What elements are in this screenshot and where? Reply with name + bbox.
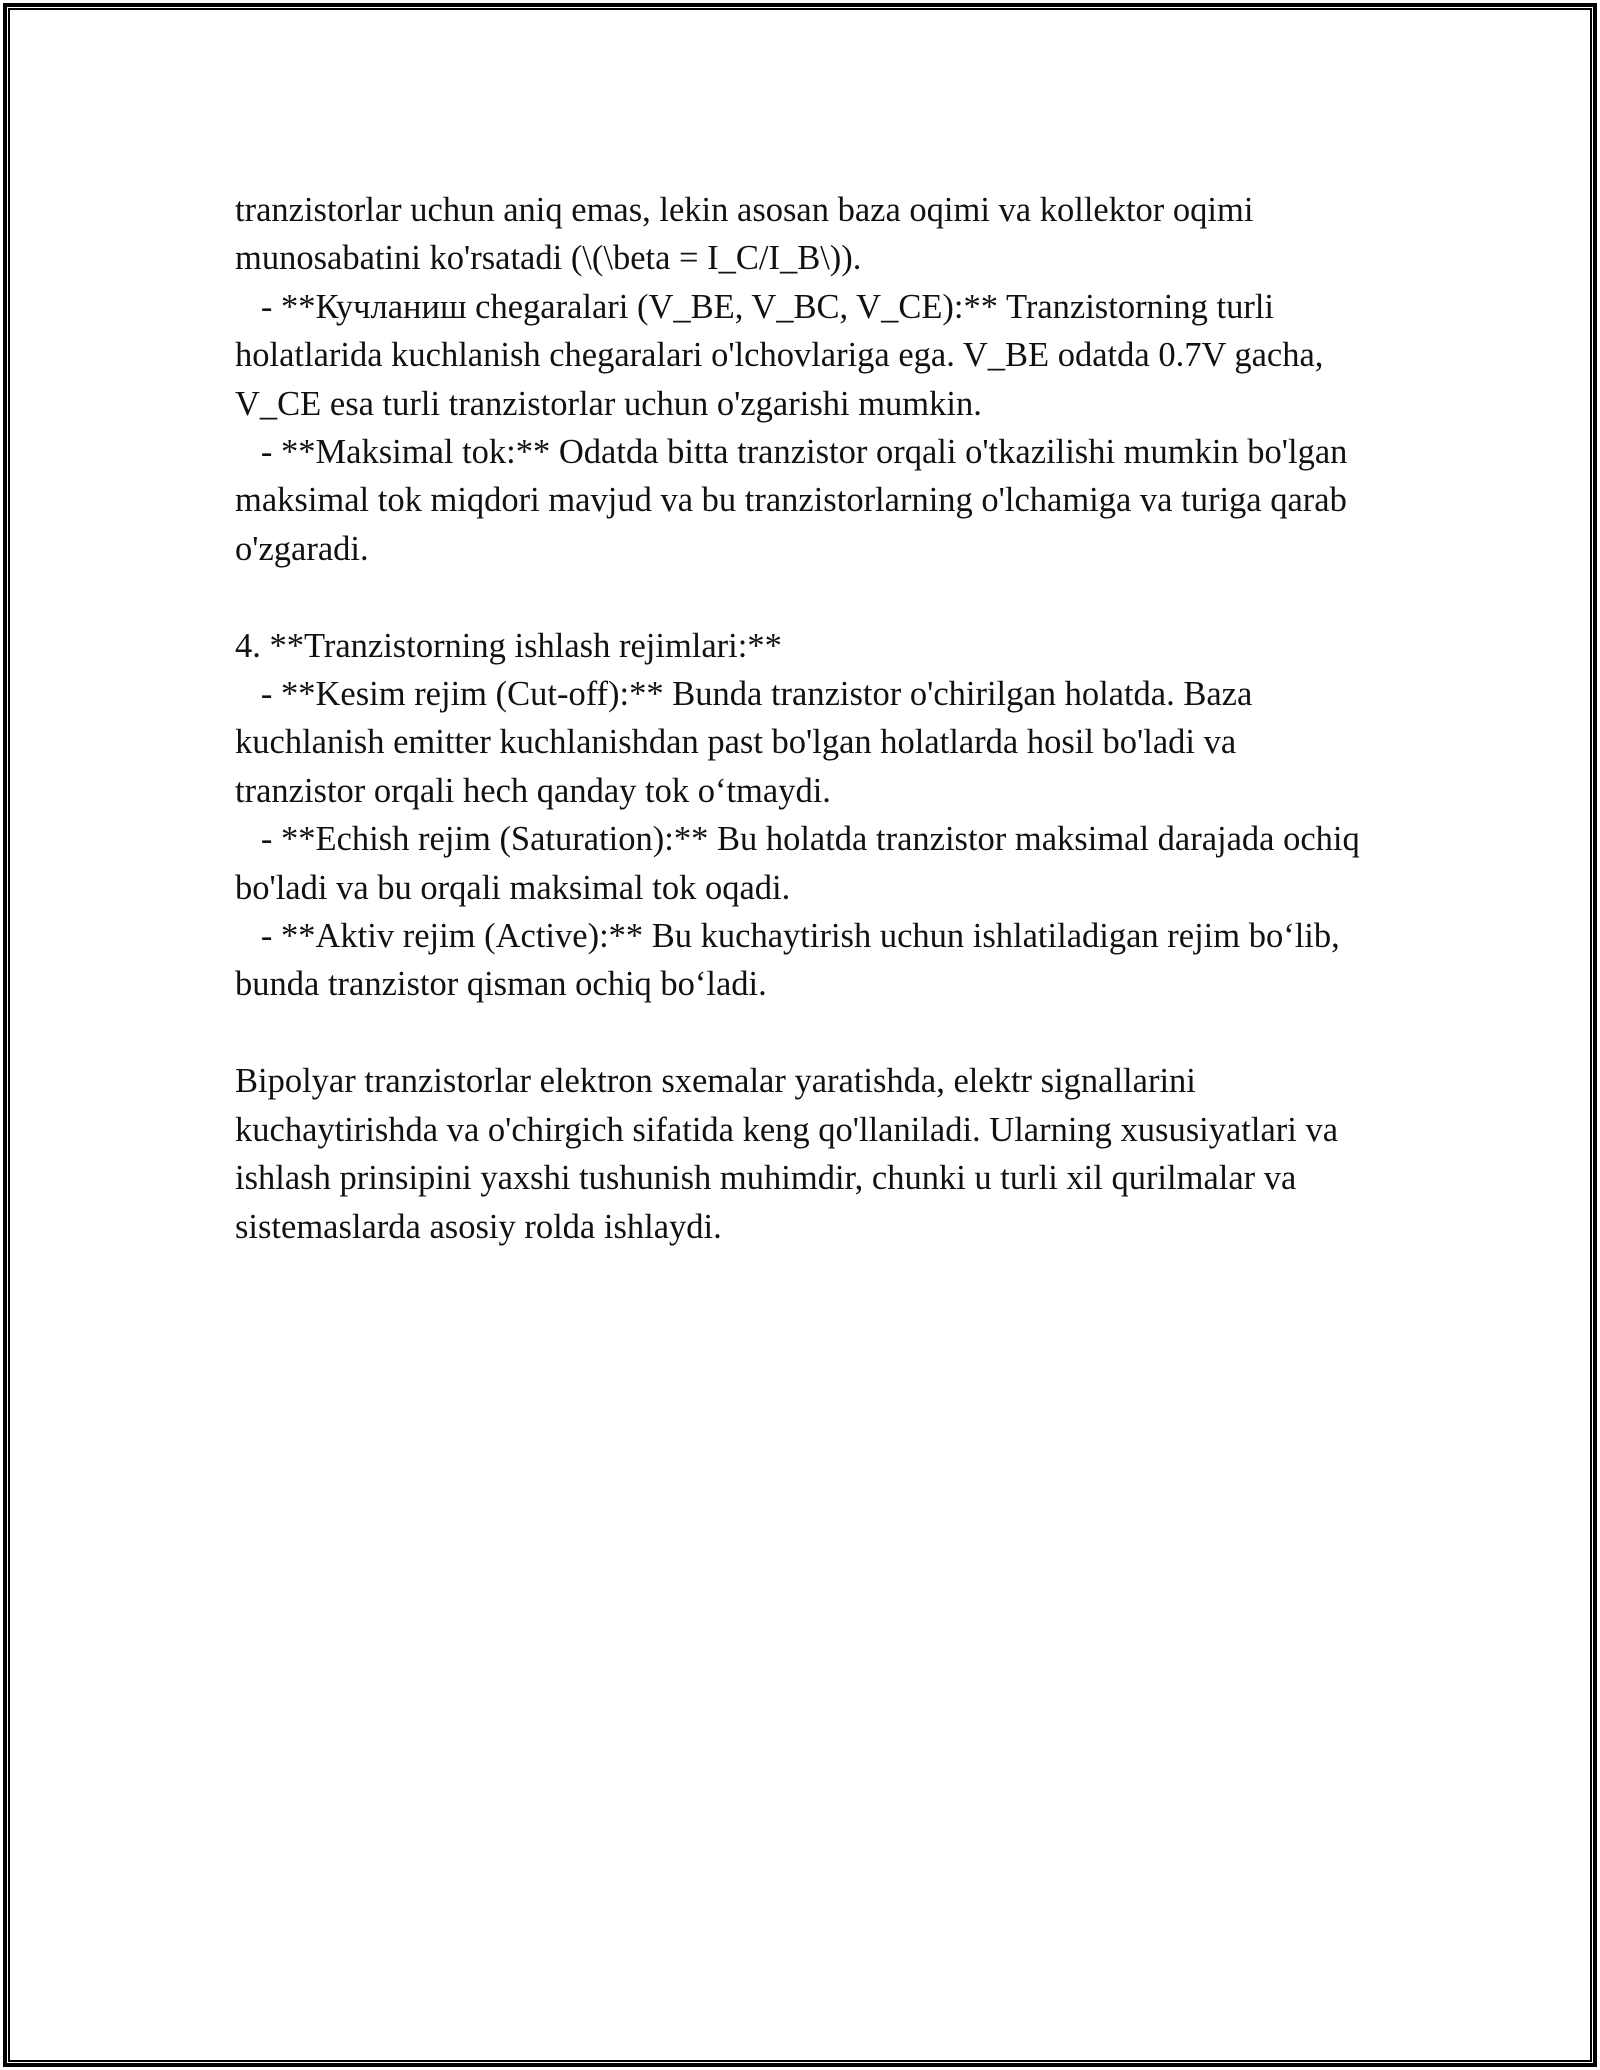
paragraph-spacer xyxy=(235,1009,1375,1057)
section-heading: 4. **Tranzistorning ishlash rejimlari:** xyxy=(235,626,782,665)
paragraph-spacer xyxy=(235,573,1375,621)
bullet-voltage-limits: - **Кучланиш chegaralari (V_BE, V_BC, V_CE):** Tranzistorning turli holatlarida kuchlanish chegaralari o'lchovlariga ega. V_BE odatda 0.7V gacha, V_CE esa turli tranzistorlar uchun o'zgarishi mumkin. xyxy=(235,287,1332,423)
intro-paragraph: tranzistorlar uchun aniq emas, lekin asosan baza oqimi va kollektor oqimi munosabatini ko'rsatadi (\(\beta = I_C/I_B\)). xyxy=(235,191,1263,278)
bullet-active: - **Aktiv rejim (Active):** Bu kuchaytirish uchun ishlatiladigan rejim bo‘lib, bunda tranzistor qisman ochiq bo‘ladi. xyxy=(235,917,1349,1004)
bullet-max-current: - **Maksimal tok:** Odatda bitta tranzistor orqali o'tkazilishi mumkin bo'lgan maksimal tok miqdori mavjud va bu tranzistorlarning o'lchamiga va turiga qarab o'zgaradi. xyxy=(235,433,1357,568)
bullet-cut-off: - **Kesim rejim (Cut-off):** Bunda tranzistor o'chirilgan holatda. Baza kuchlanish emitter kuchlanishdan past bo'lgan holatlarda hosil bo'ladi va tranzistor orqali hech qanday tok o‘tmaydi. xyxy=(235,675,1261,810)
conclusion-paragraph: Bipolyar tranzistorlar elektron sxemalar yaratishda, elektr signallarini kuchaytirishda va o'chirgich sifatida keng qo'llaniladi. Ularning xususiyatlari va ishlash prinsipini yaxshi tushunish muhimdir, chunki u turli xil qurilmalar va sistemaslarda asosiy rolda ishlaydi. xyxy=(235,1062,1347,1246)
bullet-saturation: - **Echish rejim (Saturation):** Bu holatda tranzistor maksimal darajada ochiq bo'ladi va bu orqali maksimal tok oqadi. xyxy=(235,820,1369,907)
document-body xyxy=(235,186,1375,1251)
